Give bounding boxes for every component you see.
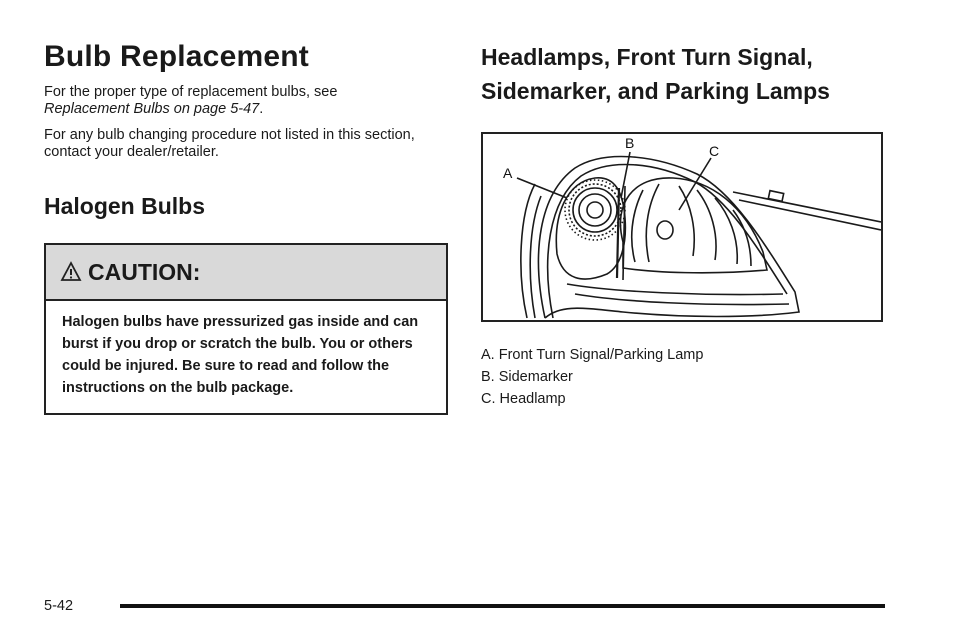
caution-body: Halogen bulbs have pressurized gas inside and can burst if you drop or scratch the bulb. You or others could be injured. Be sure to read and follow the instructions on the bulb package. bbox=[62, 314, 419, 396]
right-column bbox=[481, 40, 886, 410]
halogen-bulbs-heading: Halogen Bulbs bbox=[44, 193, 206, 219]
callout-label-c: C bbox=[709, 143, 720, 159]
warning-triangle-icon bbox=[60, 261, 82, 283]
intro-paragraph bbox=[44, 84, 448, 118]
caution-box bbox=[44, 243, 448, 415]
callout-label-b: B bbox=[625, 135, 635, 151]
headlamps-heading-line2: Sidemarker, and Parking Lamps bbox=[481, 78, 830, 104]
caution-header bbox=[46, 245, 446, 301]
headlamp-drawing bbox=[483, 134, 881, 320]
page-title: Bulb Replacement bbox=[44, 40, 309, 73]
replacement-bulbs-reference: Replacement Bulbs on page 5-47 bbox=[44, 101, 260, 117]
caution-title: CAUTION: bbox=[88, 258, 201, 285]
callout-label-a: A bbox=[503, 165, 513, 181]
page-number: 5-42 bbox=[44, 598, 74, 614]
intro-period: . bbox=[259, 101, 264, 117]
dealer-paragraph: For any bulb changing procedure not listed in this section, contact your dealer/retailer. bbox=[44, 127, 415, 160]
footer-rule bbox=[120, 604, 885, 608]
figure-legend bbox=[481, 344, 886, 410]
intro-text: For the proper type of replacement bulbs, see bbox=[44, 84, 338, 100]
left-column bbox=[44, 40, 448, 415]
legend-item-c: C. Headlamp bbox=[481, 391, 566, 407]
legend-item-b: B. Sidemarker bbox=[481, 369, 573, 385]
headlamps-heading-line1: Headlamps, Front Turn Signal, bbox=[481, 44, 813, 70]
headlamp-illustration bbox=[481, 132, 883, 322]
legend-item-a: A. Front Turn Signal/Parking Lamp bbox=[481, 347, 704, 363]
